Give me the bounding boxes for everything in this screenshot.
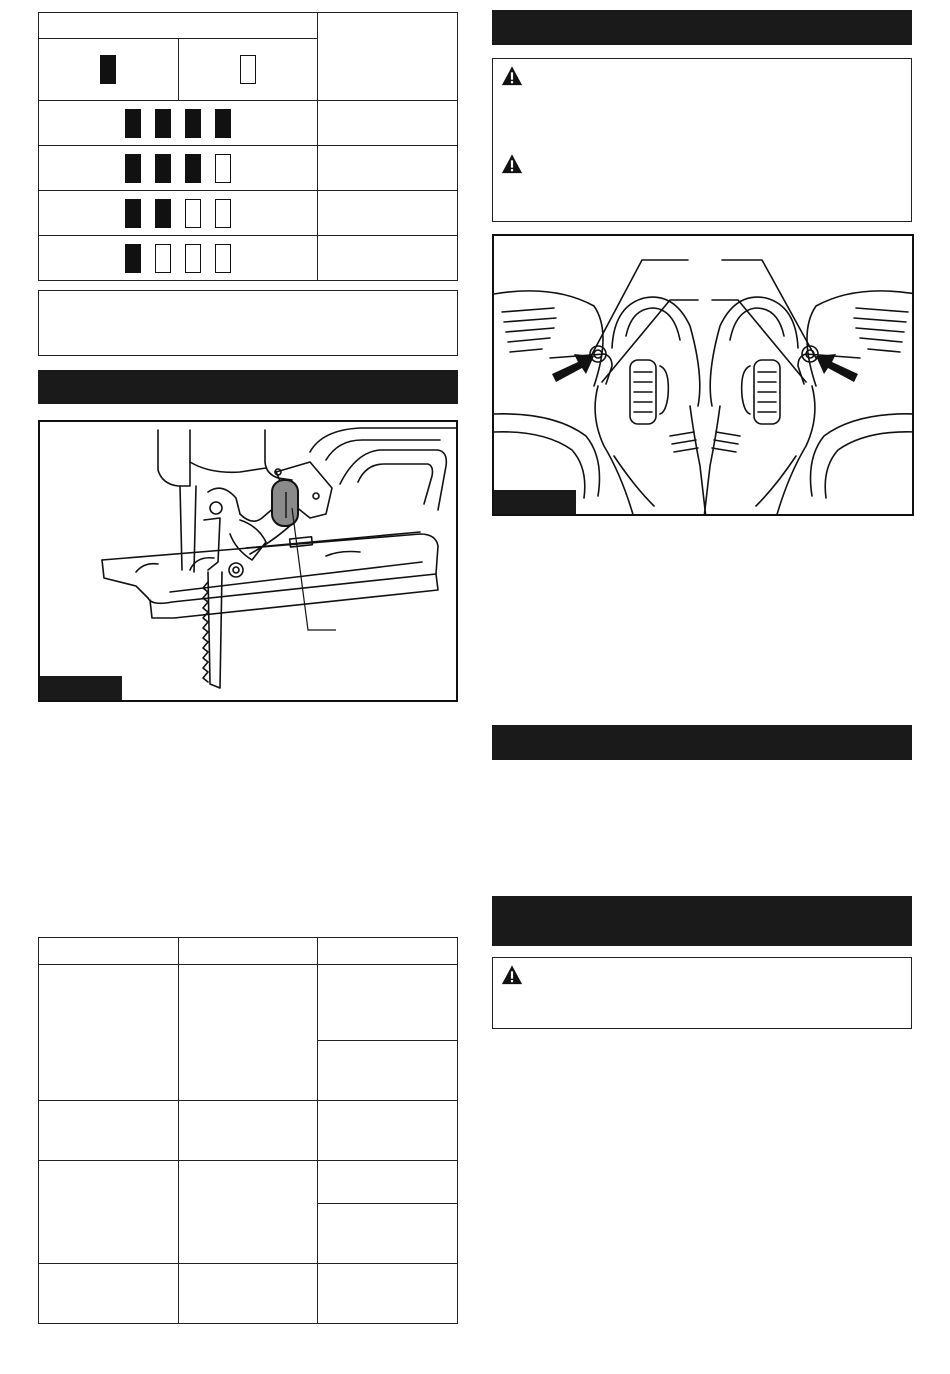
remaining-capacity [318, 146, 458, 191]
lamp-group [39, 236, 318, 281]
table-cell [178, 1264, 318, 1324]
lamp-on-icon [185, 109, 201, 138]
figure-jigsaw-lever [38, 420, 458, 702]
remaining-capacity-header [318, 13, 458, 101]
table-cell [318, 1264, 458, 1324]
figure-lock-buttons [492, 234, 914, 516]
right-section-title-1 [492, 10, 912, 26]
table-cell [39, 1101, 179, 1161]
lamp-off-icon [240, 55, 256, 84]
figure-2-tag-label [494, 490, 576, 502]
table-cell [318, 1161, 458, 1204]
legend-lit [39, 39, 179, 101]
warning-triangle-icon [501, 964, 523, 986]
bottom-table-header [178, 938, 318, 965]
table-row [39, 1101, 458, 1161]
remaining-capacity [318, 236, 458, 281]
lamp-on-icon [125, 154, 141, 183]
remaining-capacity [318, 191, 458, 236]
left-body-text [38, 712, 458, 922]
indicator-row [39, 101, 458, 146]
table-row [39, 1264, 458, 1324]
lamp-on-icon [125, 109, 141, 138]
left-section-title [38, 370, 458, 386]
legend-off [178, 39, 318, 101]
warning-triangle-icon [501, 65, 523, 87]
table-cell [318, 965, 458, 1041]
lamp-on-icon [155, 154, 171, 183]
table-cell [318, 1204, 458, 1264]
table-cell [39, 1264, 179, 1324]
figure-1-tag [40, 676, 122, 702]
lamp-off-icon [185, 199, 201, 228]
lamp-group [39, 101, 318, 146]
remaining-capacity [318, 101, 458, 146]
bottom-table-header [318, 938, 458, 965]
table-row [39, 1161, 458, 1204]
lamp-on-icon [155, 109, 171, 138]
lamp-on-icon [215, 109, 231, 138]
note-text [39, 291, 457, 307]
table-cell [39, 1161, 179, 1264]
lamp-on-icon [125, 199, 141, 228]
table-cell [178, 1101, 318, 1161]
lamp-group [39, 146, 318, 191]
table-row [39, 965, 458, 1041]
table-cell [178, 1161, 318, 1264]
right-section-header-1 [492, 10, 912, 45]
table-cell [39, 965, 179, 1101]
note-box [38, 290, 458, 356]
figure-2-tag [494, 490, 576, 516]
battery-indicator-table [38, 12, 458, 281]
lock-button-illustration [494, 236, 914, 516]
lamp-off-icon [215, 154, 231, 183]
lamp-off-icon [185, 244, 201, 273]
lamp-on-icon [155, 199, 171, 228]
indicator-row [39, 236, 458, 281]
table-cell [318, 1101, 458, 1161]
table-cell [178, 965, 318, 1101]
lamp-off-icon [215, 199, 231, 228]
right-section-header-2 [492, 725, 912, 760]
right-section-header-3 [492, 896, 912, 946]
left-section-header [38, 370, 458, 404]
indicator-lamps-header [39, 13, 318, 39]
lamp-off-icon [215, 244, 231, 273]
right-section-title-2 [492, 725, 912, 741]
caution-box-1 [492, 58, 912, 222]
right-section-title-3 [492, 896, 912, 912]
bottom-table-header [39, 938, 179, 965]
bottom-table [38, 937, 458, 1324]
lamp-on-icon [100, 55, 116, 84]
indicator-row [39, 191, 458, 236]
warning-triangle-icon [501, 153, 523, 175]
jigsaw-illustration [40, 422, 458, 702]
table-cell [318, 1041, 458, 1101]
lamp-on-icon [125, 244, 141, 273]
indicator-row [39, 146, 458, 191]
lamp-off-icon [155, 244, 171, 273]
lamp-group [39, 191, 318, 236]
figure-1-tag-label [40, 676, 122, 688]
caution-box-2 [492, 957, 912, 1029]
lamp-on-icon [185, 154, 201, 183]
